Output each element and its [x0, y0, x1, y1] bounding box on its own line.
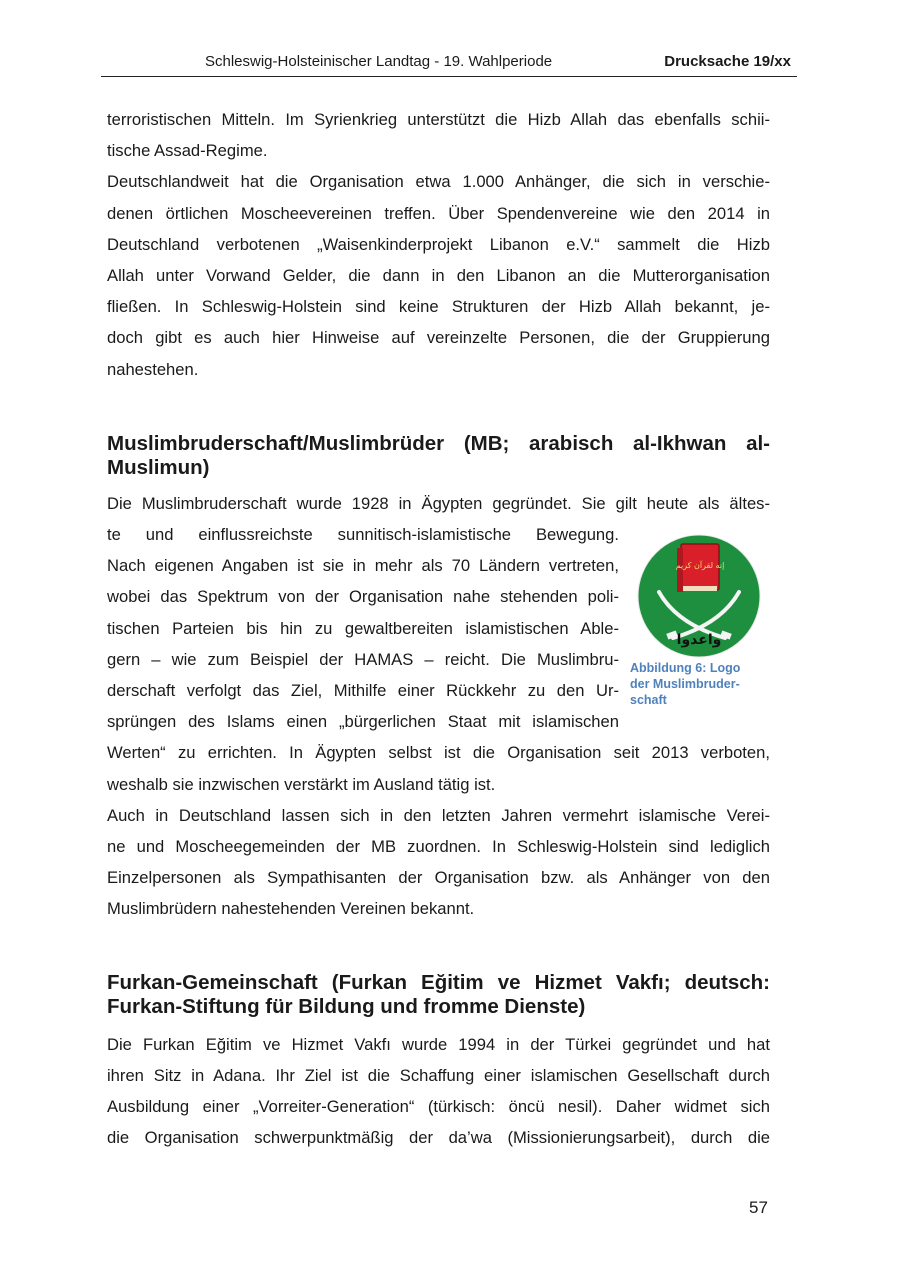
text-line: Allah unter Vorwand Gelder, die dann in den Libanon an die Mutterorganisation: [107, 266, 770, 286]
text-line: ne und Moscheegemeinden der MB zuordnen. In Schleswig-Holstein sind lediglich: [107, 837, 770, 857]
mb-paragraph-continued: [107, 737, 770, 924]
page-header: [101, 50, 797, 77]
intro-paragraph: [107, 104, 770, 385]
caption-line: schaft: [630, 693, 667, 707]
logo-inscription: واعدوا: [676, 632, 722, 648]
text-line: doch gibt es auch hier Hinweise auf vereinzelte Personen, die der Gruppierung: [107, 328, 770, 348]
caption-line: Abbildung 6: Logo: [630, 661, 741, 675]
heading-line: Furkan-Gemeinschaft (Furkan Eğitim ve Hizmet Vakfı; deutsch:: [107, 970, 770, 994]
text-line: Deutschland verbotenen „Waisenkinderprojekt Libanon e.V.“ sammelt die Hizb: [107, 234, 770, 254]
text-line: tische Assad-Regime.: [107, 141, 268, 161]
text-line: Muslimbrüdern nahestehenden Vereinen bekannt.: [107, 899, 475, 919]
text-line: die Organisation schwerpunktmäßig der da’wa (Missionierungsarbeit), durch die: [107, 1128, 770, 1148]
text-line: Deutschlandweit hat die Organisation etwa 1.000 Anhänger, die sich in verschie-: [107, 172, 770, 192]
page-number: 57: [749, 1198, 768, 1217]
text-line: nahestehen.: [107, 359, 199, 379]
heading-line: Muslimbruderschaft/Muslimbrüder (MB; arabisch al-Ikhwan al-: [107, 431, 770, 455]
text-line: Die Furkan Eğitim ve Hizmet Vakfı wurde 1994 in der Türkei gegründet und hat: [107, 1034, 770, 1054]
furkan-paragraph: [107, 1029, 770, 1154]
mb-paragraph: [107, 488, 770, 519]
text-line: Werten“ zu errichten. In Ägypten selbst ist die Organisation seit 2013 verboten,: [107, 743, 770, 763]
text-line: terroristischen Mitteln. Im Syrienkrieg unterstützt die Hizb Allah das ebenfalls schii-: [107, 110, 770, 129]
text-line: ihren Sitz in Adana. Ihr Ziel ist die Schaffung einer islamischen Gesellschaft durch: [107, 1065, 770, 1085]
text-line: gern – wie zum Beispiel der HAMAS – reicht. Die Muslimbru-: [107, 649, 619, 669]
text-line: derschaft verfolgt das Ziel, Mithilfe einer Rückkehr zu den Ur-: [107, 681, 619, 701]
text-line: Einzelpersonen als Sympathisanten der Organisation bzw. als Anhänger von den: [107, 868, 770, 888]
text-line: Ausbildung einer „Vorreiter-Generation“ (türkisch: öncü nesil). Daher widmet sich: [107, 1097, 770, 1117]
furkan-heading: [107, 971, 770, 1019]
text-line: Auch in Deutschland lassen sich in den letzten Jahren vermehrt islamische Verei-: [107, 805, 770, 825]
text-line: sprüngen des Islams einen „bürgerlichen Staat mit islamischen: [107, 712, 619, 732]
book-inscription: إنه لقرآن كريم: [675, 561, 725, 570]
figure-caption: [630, 660, 770, 708]
header-title: Schleswig-Holsteinischer Landtag - 19. Wahlperiode: [205, 53, 553, 70]
drucksache-label: Drucksache 19/xx: [664, 53, 791, 70]
text-line: tischen Parteien bis hin zu gewaltbereiten islamistischen Able-: [107, 618, 619, 638]
mb-heading: [107, 432, 770, 480]
caption-line: der Muslimbruder-: [630, 677, 740, 691]
text-line: te und einflussreichste sunnitisch-islamistische Bewegung.: [107, 525, 619, 545]
heading-line: Furkan-Stiftung für Bildung und fromme Dienste): [107, 994, 586, 1018]
text-line: wobei das Spektrum von der Organisation nahe stehenden poli-: [107, 587, 619, 607]
heading-line: Muslimun): [107, 455, 210, 479]
text-line: Die Muslimbruderschaft wurde 1928 in Ägypten gegründet. Sie gilt heute als ältes-: [107, 493, 770, 513]
text-line: denen örtlichen Moscheevereinen treffen. Über Spendenvereine wie den 2014 in: [107, 203, 770, 223]
muslim-brotherhood-logo: [637, 534, 761, 658]
text-line: weshalb sie inzwischen verstärkt im Ausland tätig ist.: [107, 774, 496, 794]
text-line: fließen. In Schleswig-Holstein sind keine Strukturen der Hizb Allah bekannt, je-: [107, 297, 770, 317]
text-line: Nach eigenen Angaben ist sie in mehr als 70 Ländern vertreten,: [107, 556, 619, 576]
